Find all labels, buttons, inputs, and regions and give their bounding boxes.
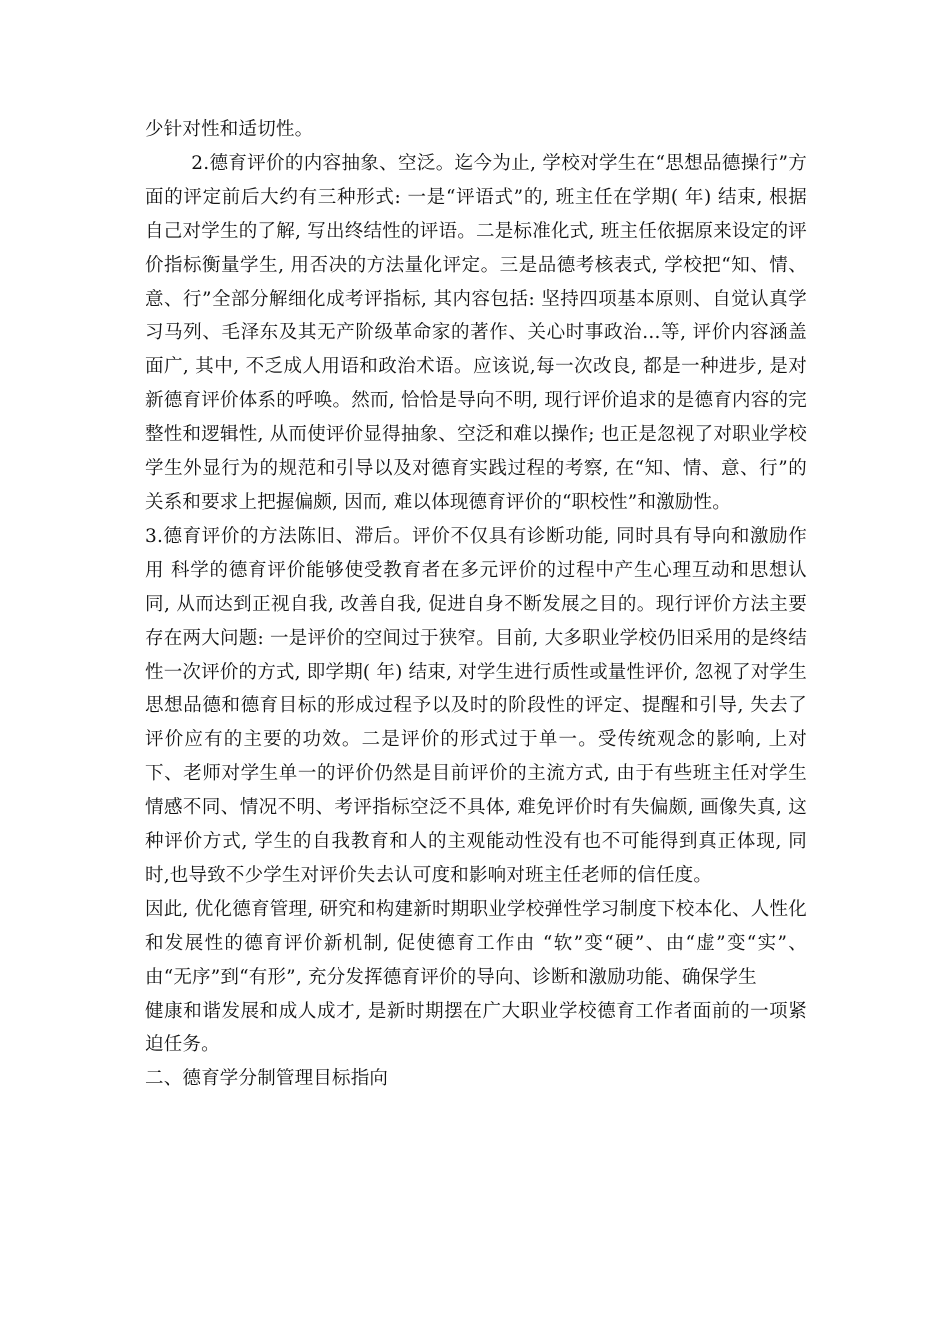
paragraph-content-abstract: 2.德育评价的内容抽象、空泛。迄今为止, 学校对学生在“思想品德操行”方面的评定前后大约有三种形式: 一是“评语式”的, 班主任在学期( 年) 结束, 根据自己对学生的了解, 写出终结性的评语。二是标准化式, 班主任依据原来设定的评价指标衡量学生, 用否决的方法量化评定。三是品德考核表式, 学校把“知、情、意、行”全部分解细化成考评指标, 其内容包括: 坚持四项基本原则、自觉认真学习马列、毛泽东及其无产阶级革命家的著作、关心时事政治...等, 评价内容涵盖面广, 其中, 不乏成人用语和政治术语。应该说,每一次改良, 都是一种进步, 是对新德育评价体系的呼唤。然而, 恰恰是导向不明, 现行评价追求的是德育内容的完整性和逻辑性, 从而使评价显得抽象、空泛和难以操作; 也正是忽视了对职业学校学生外显行为的规范和引导以及对德育实践过程的考察, 在“知、情、意、行”的关系和要求上把握偏颇, 因而, 难以体现德育评价的“职校性”和激励性。 <box>145 152 807 513</box>
paragraph-urgent-task: 健康和谐发展和成人成才, 是新时期摆在广大职业学校德育工作者面前的一项紧迫任务。 <box>145 1000 807 1056</box>
paragraph-method-outdated: 3.德育评价的方法陈旧、滞后。评价不仅具有诊断功能, 同时具有导向和激励作用 科学的德育评价能够使受教育者在多元评价的过程中产生心理互动和思想认同, 从而达到正视自我, 改善自我, 促进自身不断发展之目的。现行评价方法主要存在两大问题: 一是评价的空间过于狭窄。目前, 大多职业学校仍旧采用的是终结性一次评价的方式, 即学期( 年) 结束, 对学生进行质性或量性评价, 忽视了对学生思想品德和德育目标的形成过程予以及时的阶段性的评定、提醒和引导, 失去了评价应有的主要的功效。二是评价的形式过于单一。受传统观念的影响, 上对下、老师对学生单一的评价仍然是目前评价的主流方式, 由于有些班主任对学生情感不同、情况不明、考评指标空泛不具体, 难免评价时有失偏颇, 画像失真, 这种评价方式, 学生的自我教育和人的主观能动性没有也不可能得到真正体现, 同时,也导致不少学生对评价失去认可度和影响对班主任老师的信任度。 <box>145 525 807 886</box>
document-page <box>145 113 807 1096</box>
paragraph-continuation: 少针对性和适切性。 <box>145 119 314 140</box>
paragraph-therefore: 因此, 优化德育管理, 研究和构建新时期职业学校弹性学习制度下校本化、人性化和发展性的德育评价新机制, 促使德育工作由 “软”变“硬”、由“虚”变“实”、由“无序”到“有形”, 充分发挥德育评价的导向、诊断和激励功能、确保学生 <box>145 898 807 988</box>
section-heading: 二、德育学分制管理目标指向 <box>145 1068 389 1090</box>
